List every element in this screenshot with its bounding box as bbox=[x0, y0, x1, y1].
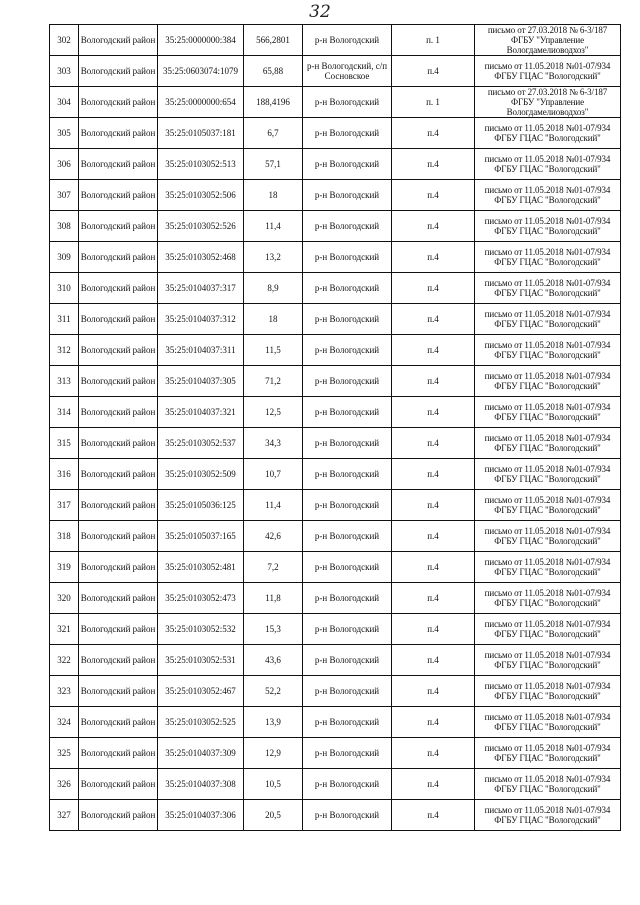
basis-document-cell: письмо от 11.05.2018 №01-07/934 ФГБУ ГЦАС "Вологодский" bbox=[475, 583, 621, 614]
district-cell: Вологодский район bbox=[79, 769, 158, 800]
cadastral-number-cell: 35:25:0104037:309 bbox=[158, 738, 244, 769]
table-row bbox=[50, 738, 621, 769]
row-number-cell: 306 bbox=[50, 149, 79, 180]
district-cell: Вологодский район bbox=[79, 521, 158, 552]
area-cell: 11,4 bbox=[244, 211, 303, 242]
cadastral-number-cell: 35:25:0103052:525 bbox=[158, 707, 244, 738]
location-cell: р-н Вологодский bbox=[303, 180, 392, 211]
row-number-cell: 321 bbox=[50, 614, 79, 645]
area-cell: 8,9 bbox=[244, 273, 303, 304]
district-cell: Вологодский район bbox=[79, 738, 158, 769]
area-cell: 18 bbox=[244, 304, 303, 335]
basis-document-cell: письмо от 11.05.2018 №01-07/934 ФГБУ ГЦАС "Вологодский" bbox=[475, 521, 621, 552]
row-number-cell: 308 bbox=[50, 211, 79, 242]
cadastral-number-cell: 35:25:0104037:311 bbox=[158, 335, 244, 366]
basis-document-cell: письмо от 11.05.2018 №01-07/934 ФГБУ ГЦАС "Вологодский" bbox=[475, 459, 621, 490]
basis-document-cell: письмо от 11.05.2018 №01-07/934 ФГБУ ГЦАС "Вологодский" bbox=[475, 56, 621, 87]
table-row bbox=[50, 118, 621, 149]
location-cell: р-н Вологодский, с/п Сосновское bbox=[303, 56, 392, 87]
basis-document-cell: письмо от 27.03.2018 № 6-3/187 ФГБУ "Управление Вологдамелиоводхоз" bbox=[475, 87, 621, 118]
area-cell: 43,6 bbox=[244, 645, 303, 676]
clause-cell: п.4 bbox=[392, 645, 475, 676]
area-cell: 15,3 bbox=[244, 614, 303, 645]
table-row bbox=[50, 614, 621, 645]
area-cell: 188,4196 bbox=[244, 87, 303, 118]
table-row bbox=[50, 583, 621, 614]
area-cell: 11,4 bbox=[244, 490, 303, 521]
district-cell: Вологодский район bbox=[79, 273, 158, 304]
clause-cell: п.4 bbox=[392, 428, 475, 459]
clause-cell: п.4 bbox=[392, 521, 475, 552]
cadastral-number-cell: 35:25:0105037:165 bbox=[158, 521, 244, 552]
clause-cell: п. 1 bbox=[392, 25, 475, 56]
row-number-cell: 309 bbox=[50, 242, 79, 273]
cadastral-number-cell: 35:25:0103052:532 bbox=[158, 614, 244, 645]
basis-document-cell: письмо от 11.05.2018 №01-07/934 ФГБУ ГЦАС "Вологодский" bbox=[475, 304, 621, 335]
clause-cell: п.4 bbox=[392, 459, 475, 490]
clause-cell: п.4 bbox=[392, 800, 475, 831]
area-cell: 7,2 bbox=[244, 552, 303, 583]
table-row bbox=[50, 707, 621, 738]
district-cell: Вологодский район bbox=[79, 335, 158, 366]
table-row bbox=[50, 304, 621, 335]
row-number-cell: 310 bbox=[50, 273, 79, 304]
row-number-cell: 305 bbox=[50, 118, 79, 149]
row-number-cell: 312 bbox=[50, 335, 79, 366]
table-row bbox=[50, 211, 621, 242]
cadastral-number-cell: 35:25:0104037:308 bbox=[158, 769, 244, 800]
cadastral-number-cell: 35:25:0103052:468 bbox=[158, 242, 244, 273]
basis-document-cell: письмо от 11.05.2018 №01-07/934 ФГБУ ГЦАС "Вологодский" bbox=[475, 366, 621, 397]
clause-cell: п.4 bbox=[392, 180, 475, 211]
district-cell: Вологодский район bbox=[79, 149, 158, 180]
area-cell: 12,5 bbox=[244, 397, 303, 428]
basis-document-cell: письмо от 11.05.2018 №01-07/934 ФГБУ ГЦАС "Вологодский" bbox=[475, 335, 621, 366]
basis-document-cell: письмо от 27.03.2018 № 6-3/187 ФГБУ "Управление Вологдамелиоводхоз" bbox=[475, 25, 621, 56]
table-row bbox=[50, 459, 621, 490]
row-number-cell: 303 bbox=[50, 56, 79, 87]
clause-cell: п.4 bbox=[392, 56, 475, 87]
basis-document-cell: письмо от 11.05.2018 №01-07/934 ФГБУ ГЦАС "Вологодский" bbox=[475, 273, 621, 304]
basis-document-cell: письмо от 11.05.2018 №01-07/934 ФГБУ ГЦАС "Вологодский" bbox=[475, 676, 621, 707]
location-cell: р-н Вологодский bbox=[303, 738, 392, 769]
clause-cell: п.4 bbox=[392, 707, 475, 738]
row-number-cell: 325 bbox=[50, 738, 79, 769]
clause-cell: п. 1 bbox=[392, 87, 475, 118]
basis-document-cell: письмо от 11.05.2018 №01-07/934 ФГБУ ГЦАС "Вологодский" bbox=[475, 800, 621, 831]
district-cell: Вологодский район bbox=[79, 118, 158, 149]
clause-cell: п.4 bbox=[392, 769, 475, 800]
clause-cell: п.4 bbox=[392, 242, 475, 273]
basis-document-cell: письмо от 11.05.2018 №01-07/934 ФГБУ ГЦАС "Вологодский" bbox=[475, 211, 621, 242]
area-cell: 34,3 bbox=[244, 428, 303, 459]
basis-document-cell: письмо от 11.05.2018 №01-07/934 ФГБУ ГЦАС "Вологодский" bbox=[475, 769, 621, 800]
district-cell: Вологодский район bbox=[79, 707, 158, 738]
location-cell: р-н Вологодский bbox=[303, 769, 392, 800]
location-cell: р-н Вологодский bbox=[303, 87, 392, 118]
basis-document-cell: письмо от 11.05.2018 №01-07/934 ФГБУ ГЦАС "Вологодский" bbox=[475, 242, 621, 273]
row-number-cell: 319 bbox=[50, 552, 79, 583]
row-number-cell: 318 bbox=[50, 521, 79, 552]
district-cell: Вологодский район bbox=[79, 87, 158, 118]
clause-cell: п.4 bbox=[392, 118, 475, 149]
row-number-cell: 320 bbox=[50, 583, 79, 614]
row-number-cell: 326 bbox=[50, 769, 79, 800]
row-number-cell: 327 bbox=[50, 800, 79, 831]
row-number-cell: 315 bbox=[50, 428, 79, 459]
area-cell: 42,6 bbox=[244, 521, 303, 552]
district-cell: Вологодский район bbox=[79, 614, 158, 645]
location-cell: р-н Вологодский bbox=[303, 676, 392, 707]
page-number: 32 bbox=[309, 2, 331, 22]
area-cell: 566,2801 bbox=[244, 25, 303, 56]
basis-document-cell: письмо от 11.05.2018 №01-07/934 ФГБУ ГЦАС "Вологодский" bbox=[475, 738, 621, 769]
row-number-cell: 314 bbox=[50, 397, 79, 428]
table-row bbox=[50, 521, 621, 552]
basis-document-cell: письмо от 11.05.2018 №01-07/934 ФГБУ ГЦАС "Вологодский" bbox=[475, 428, 621, 459]
clause-cell: п.4 bbox=[392, 304, 475, 335]
area-cell: 71,2 bbox=[244, 366, 303, 397]
table-row bbox=[50, 149, 621, 180]
row-number-cell: 311 bbox=[50, 304, 79, 335]
location-cell: р-н Вологодский bbox=[303, 428, 392, 459]
cadastral-number-cell: 35:25:0104037:321 bbox=[158, 397, 244, 428]
clause-cell: п.4 bbox=[392, 149, 475, 180]
table-row bbox=[50, 676, 621, 707]
cadastral-number-cell: 35:25:0103052:537 bbox=[158, 428, 244, 459]
cadastral-number-cell: 35:25:0103052:531 bbox=[158, 645, 244, 676]
table-row bbox=[50, 87, 621, 118]
cadastral-number-cell: 35:25:0104037:306 bbox=[158, 800, 244, 831]
cadastral-number-cell: 35:25:0103052:526 bbox=[158, 211, 244, 242]
table-row bbox=[50, 242, 621, 273]
basis-document-cell: письмо от 11.05.2018 №01-07/934 ФГБУ ГЦАС "Вологодский" bbox=[475, 118, 621, 149]
location-cell: р-н Вологодский bbox=[303, 211, 392, 242]
clause-cell: п.4 bbox=[392, 335, 475, 366]
row-number-cell: 323 bbox=[50, 676, 79, 707]
location-cell: р-н Вологодский bbox=[303, 614, 392, 645]
clause-cell: п.4 bbox=[392, 490, 475, 521]
cadastral-number-cell: 35:25:0105036:125 bbox=[158, 490, 244, 521]
basis-document-cell: письмо от 11.05.2018 №01-07/934 ФГБУ ГЦАС "Вологодский" bbox=[475, 645, 621, 676]
cadastral-number-cell: 35:25:0103052:473 bbox=[158, 583, 244, 614]
area-cell: 10,7 bbox=[244, 459, 303, 490]
table-row bbox=[50, 25, 621, 56]
basis-document-cell: письмо от 11.05.2018 №01-07/934 ФГБУ ГЦАС "Вологодский" bbox=[475, 180, 621, 211]
district-cell: Вологодский район bbox=[79, 645, 158, 676]
basis-document-cell: письмо от 11.05.2018 №01-07/934 ФГБУ ГЦАС "Вологодский" bbox=[475, 552, 621, 583]
table-row bbox=[50, 800, 621, 831]
clause-cell: п.4 bbox=[392, 676, 475, 707]
area-cell: 6,7 bbox=[244, 118, 303, 149]
area-cell: 52,2 bbox=[244, 676, 303, 707]
location-cell: р-н Вологодский bbox=[303, 366, 392, 397]
district-cell: Вологодский район bbox=[79, 676, 158, 707]
cadastral-number-cell: 35:25:0103052:509 bbox=[158, 459, 244, 490]
location-cell: р-н Вологодский bbox=[303, 583, 392, 614]
row-number-cell: 317 bbox=[50, 490, 79, 521]
area-cell: 20,5 bbox=[244, 800, 303, 831]
cadastral-number-cell: 35:25:0105037:181 bbox=[158, 118, 244, 149]
cadastral-number-cell: 35:25:0103052:506 bbox=[158, 180, 244, 211]
district-cell: Вологодский район bbox=[79, 56, 158, 87]
basis-document-cell: письмо от 11.05.2018 №01-07/934 ФГБУ ГЦАС "Вологодский" bbox=[475, 490, 621, 521]
district-cell: Вологодский район bbox=[79, 25, 158, 56]
district-cell: Вологодский район bbox=[79, 459, 158, 490]
location-cell: р-н Вологодский bbox=[303, 459, 392, 490]
row-number-cell: 302 bbox=[50, 25, 79, 56]
table-row bbox=[50, 366, 621, 397]
row-number-cell: 307 bbox=[50, 180, 79, 211]
table-row bbox=[50, 490, 621, 521]
location-cell: р-н Вологодский bbox=[303, 149, 392, 180]
clause-cell: п.4 bbox=[392, 366, 475, 397]
table-row bbox=[50, 552, 621, 583]
area-cell: 18 bbox=[244, 180, 303, 211]
cadastral-number-cell: 35:25:0000000:654 bbox=[158, 87, 244, 118]
district-cell: Вологодский район bbox=[79, 211, 158, 242]
location-cell: р-н Вологодский bbox=[303, 490, 392, 521]
district-cell: Вологодский район bbox=[79, 490, 158, 521]
area-cell: 11,8 bbox=[244, 583, 303, 614]
registry-table bbox=[49, 24, 621, 831]
cadastral-number-cell: 35:25:0603074:1079 bbox=[158, 56, 244, 87]
basis-document-cell: письмо от 11.05.2018 №01-07/934 ФГБУ ГЦАС "Вологодский" bbox=[475, 149, 621, 180]
area-cell: 13,2 bbox=[244, 242, 303, 273]
cadastral-number-cell: 35:25:0104037:312 bbox=[158, 304, 244, 335]
district-cell: Вологодский район bbox=[79, 366, 158, 397]
cadastral-number-cell: 35:25:0103052:481 bbox=[158, 552, 244, 583]
area-cell: 13,9 bbox=[244, 707, 303, 738]
location-cell: р-н Вологодский bbox=[303, 800, 392, 831]
table-row bbox=[50, 428, 621, 459]
district-cell: Вологодский район bbox=[79, 180, 158, 211]
district-cell: Вологодский район bbox=[79, 397, 158, 428]
district-cell: Вологодский район bbox=[79, 583, 158, 614]
clause-cell: п.4 bbox=[392, 397, 475, 428]
cadastral-number-cell: 35:25:0103052:467 bbox=[158, 676, 244, 707]
table-row bbox=[50, 273, 621, 304]
cadastral-number-cell: 35:25:0000000:384 bbox=[158, 25, 244, 56]
table-row bbox=[50, 56, 621, 87]
cadastral-number-cell: 35:25:0104037:317 bbox=[158, 273, 244, 304]
location-cell: р-н Вологодский bbox=[303, 521, 392, 552]
location-cell: р-н Вологодский bbox=[303, 273, 392, 304]
area-cell: 65,88 bbox=[244, 56, 303, 87]
basis-document-cell: письмо от 11.05.2018 №01-07/934 ФГБУ ГЦАС "Вологодский" bbox=[475, 397, 621, 428]
area-cell: 57,1 bbox=[244, 149, 303, 180]
district-cell: Вологодский район bbox=[79, 428, 158, 459]
row-number-cell: 316 bbox=[50, 459, 79, 490]
area-cell: 10,5 bbox=[244, 769, 303, 800]
district-cell: Вологодский район bbox=[79, 552, 158, 583]
clause-cell: п.4 bbox=[392, 583, 475, 614]
clause-cell: п.4 bbox=[392, 552, 475, 583]
row-number-cell: 324 bbox=[50, 707, 79, 738]
table-row bbox=[50, 397, 621, 428]
basis-document-cell: письмо от 11.05.2018 №01-07/934 ФГБУ ГЦАС "Вологодский" bbox=[475, 707, 621, 738]
clause-cell: п.4 bbox=[392, 614, 475, 645]
location-cell: р-н Вологодский bbox=[303, 335, 392, 366]
location-cell: р-н Вологодский bbox=[303, 707, 392, 738]
table-body bbox=[50, 25, 621, 831]
district-cell: Вологодский район bbox=[79, 800, 158, 831]
location-cell: р-н Вологодский bbox=[303, 304, 392, 335]
basis-document-cell: письмо от 11.05.2018 №01-07/934 ФГБУ ГЦАС "Вологодский" bbox=[475, 614, 621, 645]
table-row bbox=[50, 335, 621, 366]
table-row bbox=[50, 645, 621, 676]
area-cell: 11,5 bbox=[244, 335, 303, 366]
table-row bbox=[50, 180, 621, 211]
location-cell: р-н Вологодский bbox=[303, 118, 392, 149]
row-number-cell: 322 bbox=[50, 645, 79, 676]
cadastral-number-cell: 35:25:0103052:513 bbox=[158, 149, 244, 180]
location-cell: р-н Вологодский bbox=[303, 25, 392, 56]
clause-cell: п.4 bbox=[392, 211, 475, 242]
row-number-cell: 313 bbox=[50, 366, 79, 397]
area-cell: 12,9 bbox=[244, 738, 303, 769]
location-cell: р-н Вологодский bbox=[303, 552, 392, 583]
location-cell: р-н Вологодский bbox=[303, 397, 392, 428]
district-cell: Вологодский район bbox=[79, 304, 158, 335]
table-row bbox=[50, 769, 621, 800]
clause-cell: п.4 bbox=[392, 738, 475, 769]
clause-cell: п.4 bbox=[392, 273, 475, 304]
row-number-cell: 304 bbox=[50, 87, 79, 118]
cadastral-number-cell: 35:25:0104037:305 bbox=[158, 366, 244, 397]
district-cell: Вологодский район bbox=[79, 242, 158, 273]
location-cell: р-н Вологодский bbox=[303, 645, 392, 676]
location-cell: р-н Вологодский bbox=[303, 242, 392, 273]
